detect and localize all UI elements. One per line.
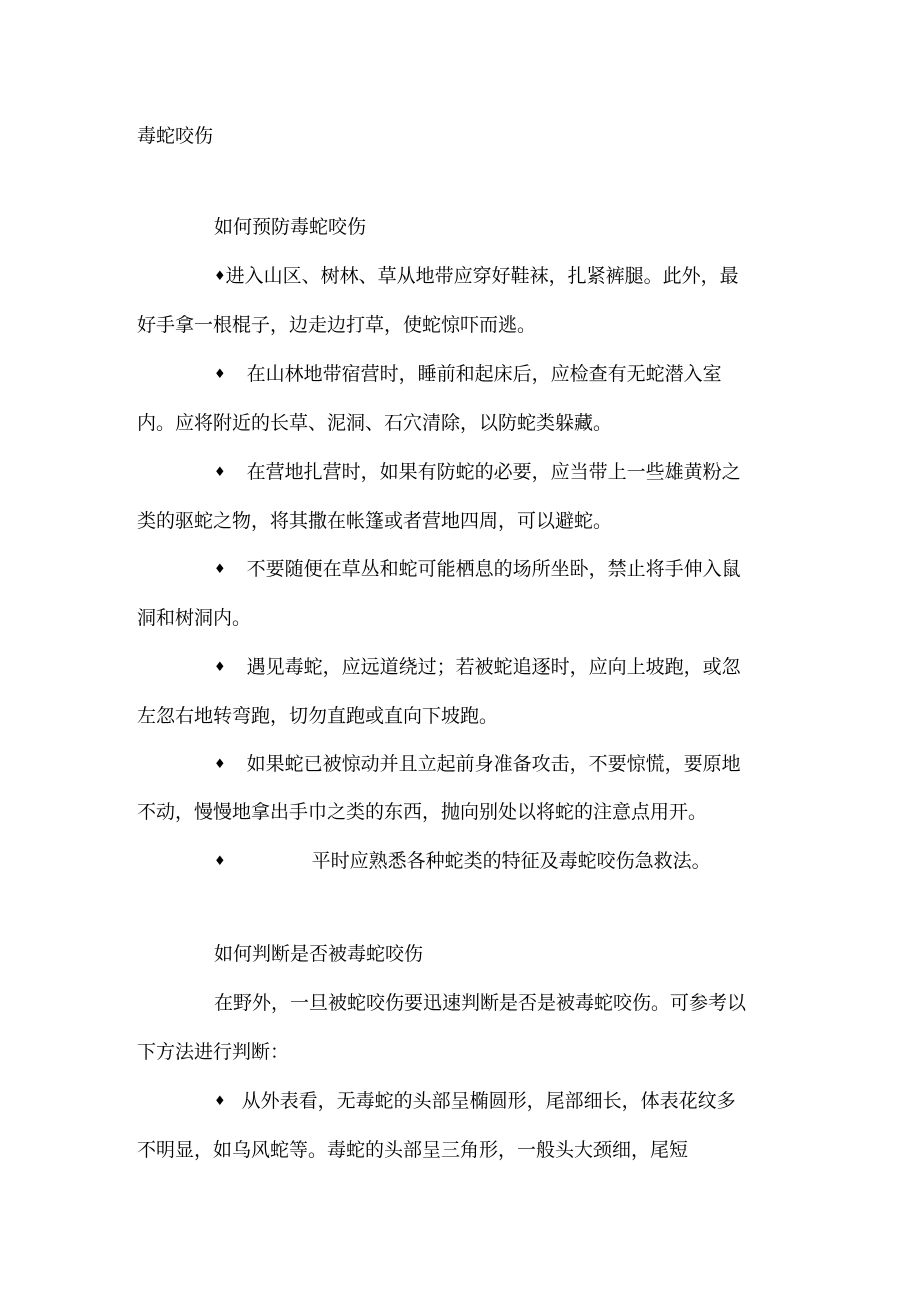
- bullet-item-text: 在营地扎营时，如果有防蛇的必要，应当带上一些雄黄粉之: [246, 461, 741, 483]
- bullet-item-text: 平时应熟悉各种蛇类的特征及毒蛇咬伤急救法。: [311, 850, 711, 872]
- bullet-item-line: [214, 849, 711, 874]
- diamond-bullet-icon: ♦: [214, 367, 226, 382]
- paragraph-line: 下方法进行判断：: [137, 1041, 290, 1063]
- diamond-bullet-icon: ♦: [214, 1094, 226, 1109]
- bullet-item-continuation: 不明显，如乌风蛇等。毒蛇的头部呈三角形，一般头大颈细，尾短: [137, 1139, 689, 1161]
- diamond-bullet-icon: ♦: [214, 660, 226, 675]
- section-heading-prevention: 如何预防毒蛇咬伤: [214, 216, 367, 238]
- diamond-bullet-icon: ♦: [214, 465, 226, 480]
- bullet-item-text: 遇见毒蛇，应远道绕过；若被蛇追逐时，应向上坡跑，或忽: [246, 656, 741, 678]
- bullet-item-text: 如果蛇已被惊动并且立起前身准备攻击，不要惊慌，要原地: [246, 753, 741, 775]
- bullet-item-line: [214, 655, 741, 680]
- bullet-item-text: 进入山区、树林、草从地带应穿好鞋袜，扎紧裤腿。此外，最: [225, 265, 739, 287]
- bullet-item-continuation: 洞和树洞内。: [137, 607, 252, 629]
- bullet-item-continuation: 不动，慢慢地拿出手巾之类的东西，抛向别处以将蛇的注意点用开。: [137, 801, 708, 823]
- bullet-item-continuation: 左忽右地转弯跑，切勿直跑或直向下坡跑。: [137, 705, 499, 727]
- bullet-item-text: 不要随便在草丛和蛇可能栖息的场所坐卧，禁止将手伸入鼠: [246, 558, 741, 580]
- document-title: 毒蛇咬伤: [137, 125, 214, 147]
- diamond-bullet-icon: ♦: [214, 854, 226, 869]
- diamond-bullet-icon: ♦: [214, 757, 226, 772]
- bullet-item-line: [214, 460, 741, 485]
- diamond-bullet-icon: ♦: [214, 269, 226, 284]
- bullet-item-line: [214, 1089, 736, 1114]
- bullet-item-continuation: 内。应将附近的长草、泥洞、石穴清除，以防蛇类躲藏。: [137, 412, 613, 434]
- bullet-item-line: [214, 752, 741, 777]
- bullet-item-line: [214, 362, 722, 387]
- bullet-item-continuation: 类的驱蛇之物，将其撒在帐篷或者营地四周，可以避蛇。: [137, 510, 613, 532]
- diamond-bullet-icon: ♦: [214, 562, 226, 577]
- paragraph-line: 在野外，一旦被蛇咬伤要迅速判断是否是被毒蛇咬伤。可参考以: [214, 992, 747, 1014]
- bullet-item-text: 在山林地带宿营时，睡前和起床后，应检查有无蛇潜入室: [246, 363, 722, 385]
- bullet-item-continuation: 好手拿一根棍子，边走边打草，使蛇惊吓而逃。: [137, 314, 537, 336]
- bullet-item-line: [214, 264, 739, 289]
- section-heading-identification: 如何判断是否被毒蛇咬伤: [214, 943, 424, 965]
- bullet-item-text: 从外表看，无毒蛇的头部呈椭圆形，尾部细长，体表花纹多: [241, 1090, 736, 1112]
- bullet-item-line: [214, 557, 741, 582]
